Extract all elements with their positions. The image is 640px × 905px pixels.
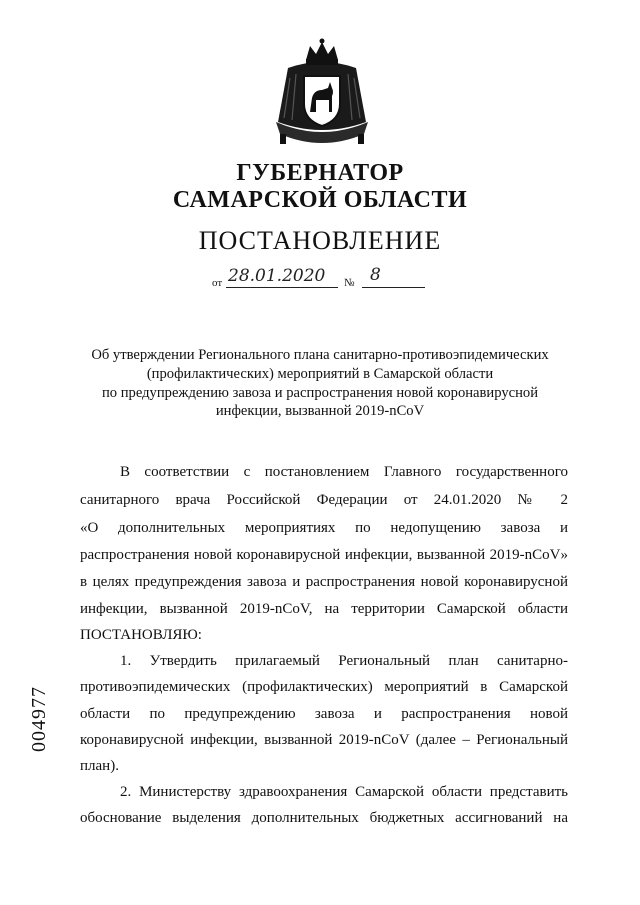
handwritten-number: 8	[370, 265, 381, 285]
date-prefix: от	[212, 277, 223, 289]
body-line: коронавирусной инфекции, вызванной 2019-nCoV (далее – Региональный	[80, 732, 568, 748]
body-line: 2. Министерству здравоохранения Самарской области представить	[120, 784, 568, 800]
body-line: план).	[80, 758, 119, 774]
serial-number: 004977	[28, 686, 50, 752]
body-line: обоснование выделения дополнительных бюджетных ассигнований на	[80, 810, 568, 826]
number-underline	[362, 287, 425, 288]
body-line: области по предупреждению завоза и распространения новой	[80, 706, 568, 722]
subject-line: (профилактических) мероприятий в Самарской области	[146, 365, 494, 382]
body-line: распространения новой коронавирусной инфекции, вызванной 2019-nCoV»	[80, 547, 568, 563]
subject-line: инфекции, вызванной 2019-nCoV	[215, 403, 425, 420]
date-number-line	[212, 265, 427, 292]
authority-title-line1: ГУБЕРНАТОР	[236, 160, 404, 186]
subject-line: Об утверждении Регионального плана санитарно-противоэпидемических	[91, 347, 549, 363]
body-line: противоэпидемических (профилактических) мероприятий в Самарской	[80, 679, 568, 695]
body-line: В соответствии с постановлением Главного государственного	[120, 464, 568, 480]
authority-title-line2: САМАРСКОЙ ОБЛАСТИ	[172, 187, 468, 213]
date-underline	[226, 287, 338, 288]
body-line: ПОСТАНОВЛЯЮ:	[80, 627, 202, 643]
body-line: 1. Утвердить прилагаемый Региональный план санитарно-	[120, 653, 568, 669]
body-line: инфекции, вызванной 2019-nCoV, на территории Самарской области	[80, 601, 568, 617]
body-line: в целях предупреждения завоза и распространения новой коронавирусной	[80, 574, 568, 590]
document-type-title: ПОСТАНОВЛЕНИЕ	[198, 226, 442, 255]
document-subject	[60, 346, 580, 421]
subject-line: по предупреждению завоза и распространения новой коронавирусной	[101, 384, 539, 401]
body-line: «О дополнительных мероприятиях по недопущению завоза и	[80, 520, 568, 536]
handwritten-date: 28.01.2020	[228, 266, 326, 286]
number-prefix: №	[344, 277, 355, 289]
coat-of-arms-icon	[270, 38, 374, 156]
body-line: санитарного врача Российской Федерации от 24.01.2020 № 2	[80, 492, 568, 508]
